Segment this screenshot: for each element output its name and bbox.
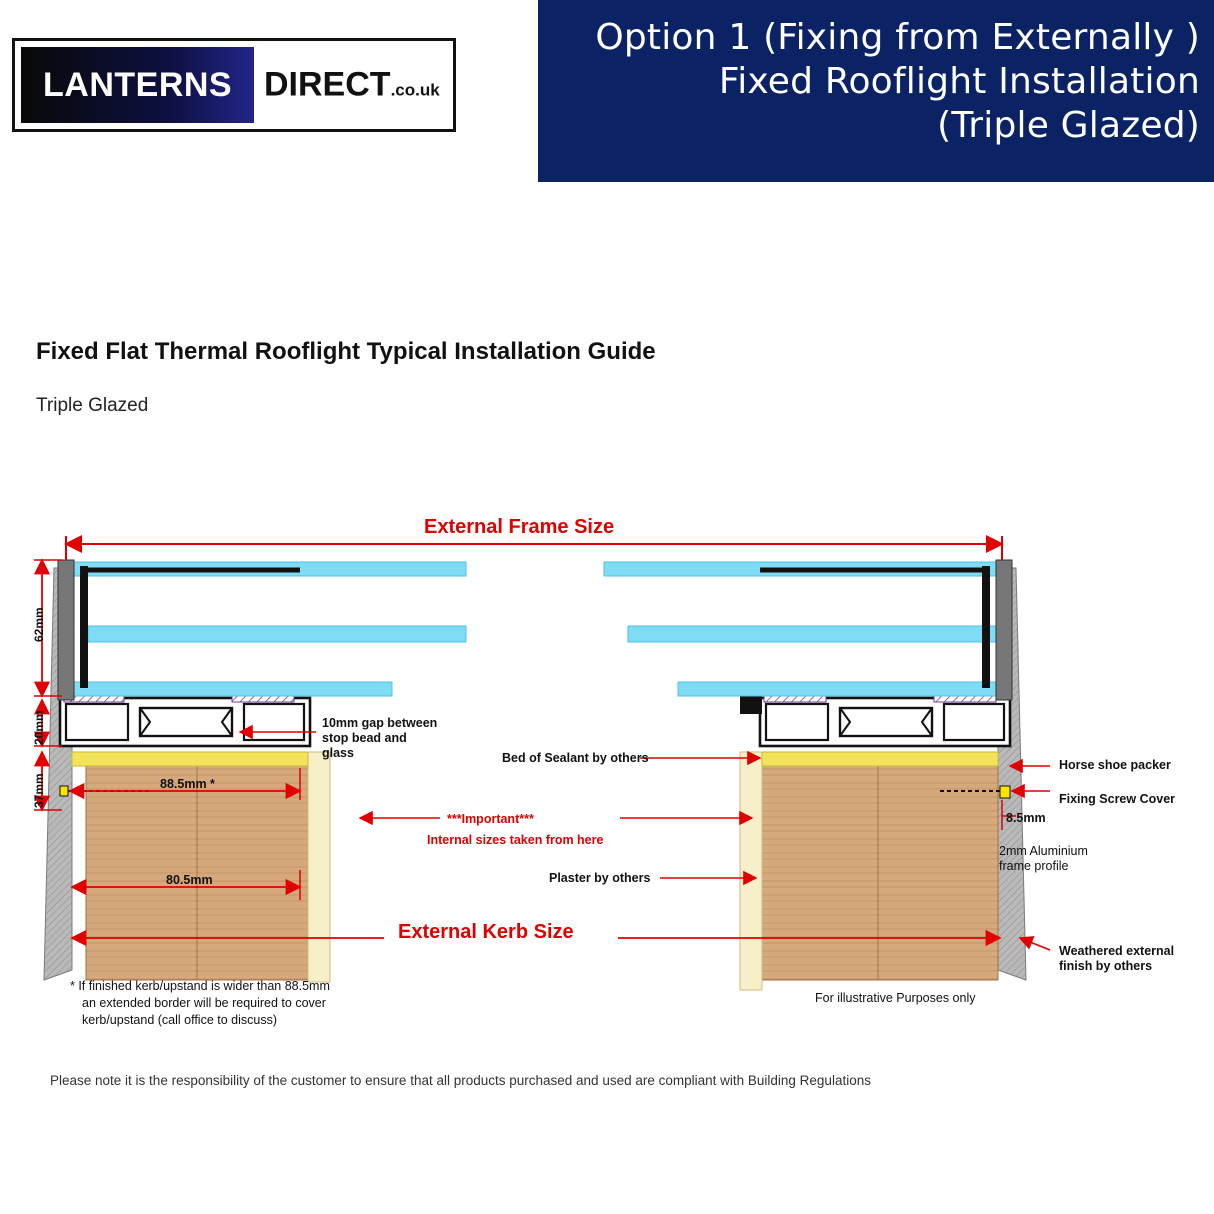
callout-important-title: ***Important*** (447, 812, 534, 826)
dim-62mm: 62mm (32, 607, 46, 642)
logo-suffix: .co.uk (390, 80, 440, 100)
header-title-line-3: (Triple Glazed) (937, 105, 1200, 146)
callout-important-detail: Internal sizes taken from here (427, 833, 604, 847)
callout-10mm-gap-line2: stop bead and glass (322, 731, 407, 760)
callout-bed-of-sealant: Bed of Sealant by others (502, 751, 649, 765)
note-kerb-width (70, 978, 330, 1029)
dim-80-5mm: 80.5mm (166, 873, 213, 887)
label-external-frame-size: External Frame Size (424, 516, 615, 538)
logo-word-direct: DIRECT (264, 65, 391, 104)
note-kerb-line2: an extended border will be required to cover (82, 996, 326, 1010)
callout-aluminium-profile (999, 844, 1129, 874)
callout-10mm-gap (322, 716, 442, 761)
header-title-line-1: Option 1 (Fixing from Externally ) (595, 17, 1200, 58)
header-title (560, 16, 1200, 148)
page-subtitle: Triple Glazed (36, 395, 149, 416)
label-external-kerb-size: External Kerb Size (398, 921, 574, 943)
dim-37mm: 37mm (32, 773, 46, 808)
logo-word-lanterns: LANTERNS (43, 65, 233, 104)
callout-10mm-gap-line1: 10mm gap between (322, 716, 438, 730)
logo-text-direct (264, 66, 440, 105)
callout-weathered-finish (1059, 944, 1209, 974)
callout-weathered-line1: Weathered external (1059, 944, 1175, 958)
brand-logo (12, 38, 456, 132)
note-kerb-line1: * If finished kerb/upstand is wider than 88.5mm (70, 979, 330, 993)
page-title: Fixed Flat Thermal Rooflight Typical Installation Guide (36, 338, 656, 365)
dim-20mm: 20mm (32, 710, 46, 745)
dim-88-5mm: 88.5mm * (160, 777, 215, 791)
callout-fixing-screw-cover: Fixing Screw Cover (1059, 792, 1176, 806)
dim-8-5mm: 8.5mm (1006, 811, 1046, 825)
callout-horse-shoe-packer: Horse shoe packer (1059, 758, 1171, 772)
logo-inner (21, 47, 447, 123)
note-illustrative-purposes: For illustrative Purposes only (815, 991, 976, 1005)
logo-text-lanterns (21, 66, 232, 105)
callout-plaster-by-others: Plaster by others (549, 871, 651, 885)
header-title-line-2: Fixed Rooflight Installation (718, 61, 1200, 102)
callout-weathered-line2: finish by others (1059, 959, 1153, 973)
note-kerb-line3: kerb/upstand (call office to discuss) (82, 1013, 278, 1027)
installation-diagram (0, 500, 1214, 1060)
footer-note: Please note it is the responsibility of the customer to ensure that all products purchased and used are compliant with Building Regulations (50, 1073, 871, 1088)
page-header (0, 0, 1214, 182)
callout-aluminium-line1: 2mm Aluminium (999, 844, 1088, 858)
callout-aluminium-line2: frame profile (999, 859, 1069, 873)
